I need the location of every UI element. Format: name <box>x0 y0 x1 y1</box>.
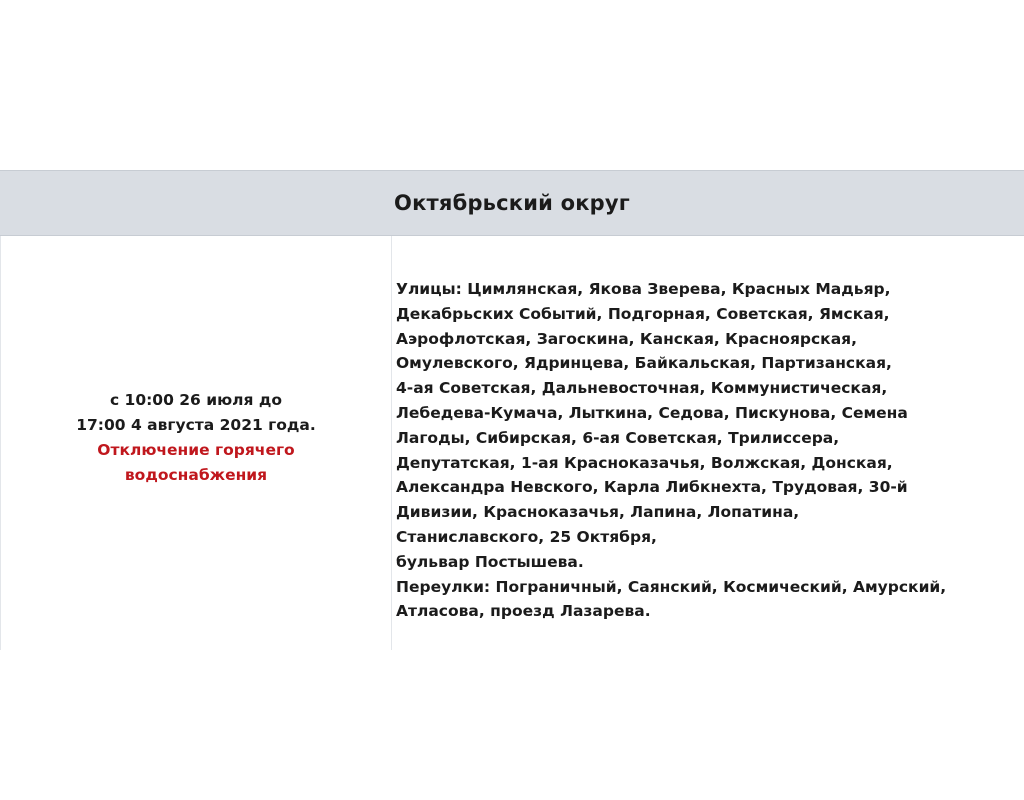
street-list-line: Александра Невского, Карла Либкнехта, Трудовая, 30-й <box>396 478 908 497</box>
street-list-line: Депутатская, 1-ая Красноказачья, Волжская, Донская, <box>396 453 893 472</box>
period-cell <box>0 236 392 650</box>
street-list-line: Декабрьских Событий, Подгорная, Советская, Ямская, <box>396 304 890 323</box>
street-list-line: Станиславского, 25 Октября, <box>396 527 657 546</box>
district-title: Октябрьский округ <box>394 191 630 215</box>
street-list-line: Улицы: Цимлянская, Якова Зверева, Красных Мадьяр, <box>396 280 891 298</box>
period-start: с 10:00 26 июля до <box>109 391 283 409</box>
street-list-line: 4-ая Советская, Дальневосточная, Коммунистическая, <box>396 379 888 398</box>
lanes-list-line: Переулки: Пограничный, Саянский, Космический, Амурский, <box>396 577 947 596</box>
street-list-line: Омулевского, Ядринцева, Байкальская, Партизанская, <box>396 354 892 373</box>
district-header <box>0 170 1024 236</box>
street-list-line: Аэрофлотская, Загоскина, Канская, Красноярская, <box>396 329 858 348</box>
street-list-line: Лебедева-Кумача, Лыткина, Седова, Пискунова, Семена <box>396 403 908 422</box>
outage-type-line1: Отключение горячего <box>97 441 295 459</box>
street-list-line: Дивизии, Красноказачья, Лапина, Лопатина, <box>396 503 800 522</box>
street-list-line: бульвар Постышева. <box>396 552 584 571</box>
street-list-line: Лагоды, Сибирская, 6-ая Советская, Трилиссера, <box>396 428 840 447</box>
table-row <box>0 236 1024 650</box>
outage-table <box>0 170 1024 650</box>
outage-type-line2: водоснабжения <box>124 466 268 484</box>
period-end: 17:00 4 августа 2021 года. <box>76 416 316 434</box>
streets-cell <box>392 236 1024 650</box>
lanes-list-line: Атласова, проезд Лазарева. <box>396 602 651 621</box>
